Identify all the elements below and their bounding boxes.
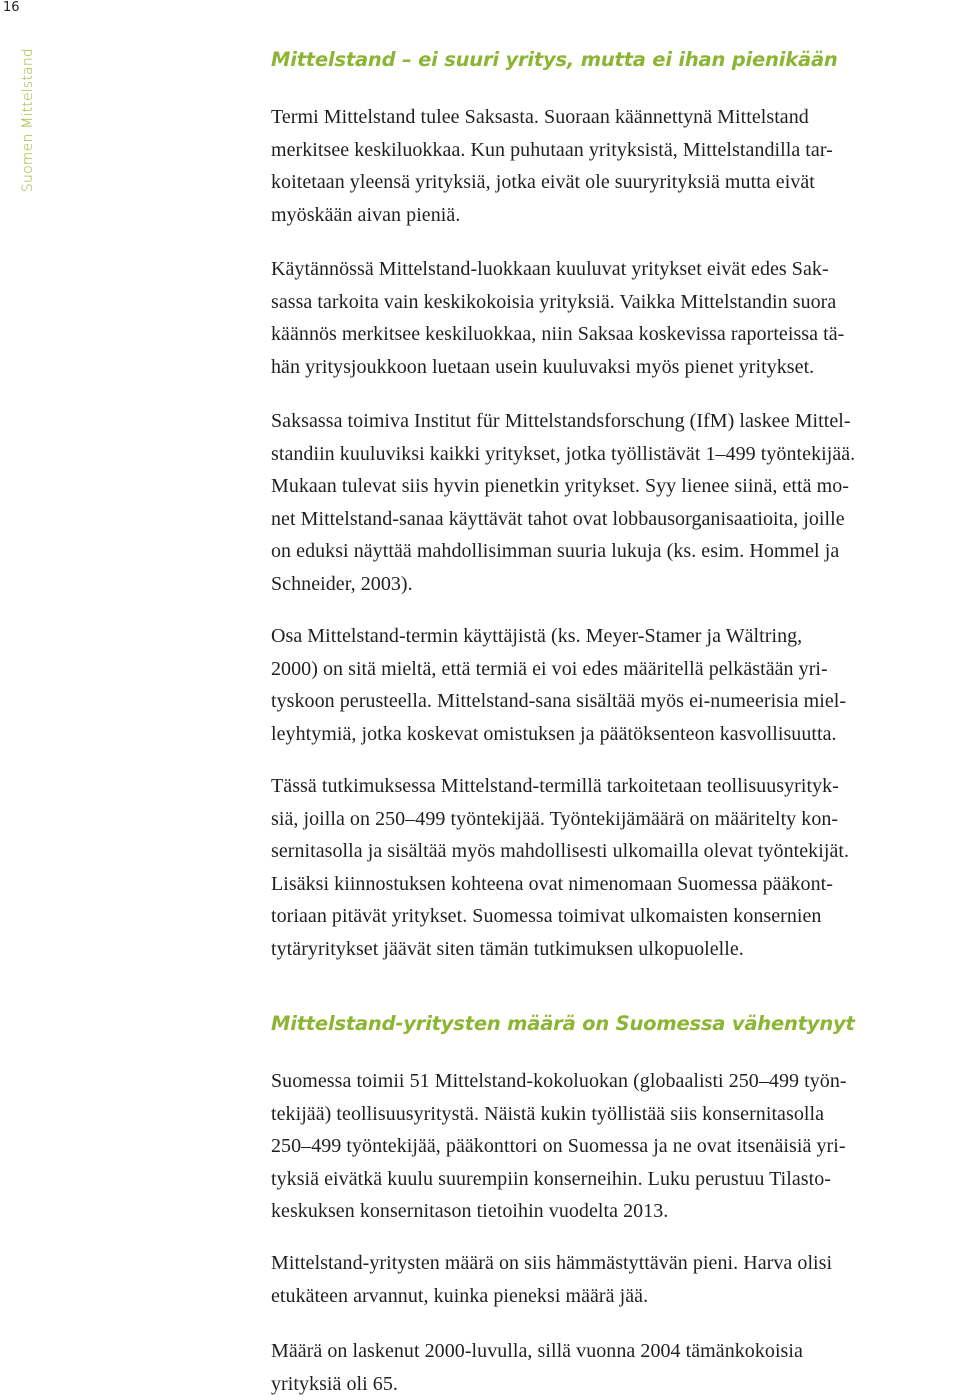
text-line: 2000) on sitä mieltä, että termiä ei voi edes määritellä pelkästään yri- (271, 657, 828, 680)
text-line: Schneider, 2003). (271, 572, 413, 595)
text-line: Määrä on laskenut 2000-luvulla, sillä vuonna 2004 tämänkokoisia (271, 1340, 803, 1362)
text-line: tyskoon perusteella. Mittelstand-sana sisältää myös ei-numeerisia miel- (271, 690, 847, 712)
text-line: Suomessa toimii 51 Mittelstand-kokoluokan (globaalisti 250–499 työn- (271, 1070, 847, 1092)
text-line: yrityksiä oli 65. (271, 1372, 398, 1395)
text-line: tytäryritykset jäävät siten tämän tutkimuksen ulkopuolelle. (271, 937, 744, 960)
text-line: Saksassa toimiva Institut für Mittelstandsforschung (IfM) laskee Mittel- (271, 410, 851, 432)
text-line: siä, joilla on 250–499 työntekijää. Työntekijämäärä on määritelty kon- (271, 807, 839, 830)
page-number: 16 (3, 0, 20, 15)
paragraph-4 (271, 620, 956, 750)
text-line: Tässä tutkimuksessa Mittelstand-termillä tarkoitetaan teollisuusyrityk- (271, 775, 839, 797)
text-line: hän yritysjoukkoon luetaan usein kuuluvaksi myös pienet yritykset. (271, 355, 815, 378)
paragraph-1 (271, 101, 956, 231)
text-line: Osa Mittelstand-termin käyttäjistä (ks. Meyer-Stamer ja Wältring, (271, 625, 803, 647)
text-line: käännös merkitsee keskiluokkaa, niin Saksaa koskevissa raporteissa tä- (271, 323, 845, 345)
text-line: koitetaan yleensä yrityksiä, jotka eivät ole suuryrityksiä mutta eivät (271, 171, 815, 193)
text-line: tekijää) teollisuusyritystä. Näistä kukin työllistää siis konsernitasolla (271, 1102, 825, 1125)
paragraph-6 (271, 1065, 956, 1228)
text-line: standiin kuuluviksi kaikki yritykset, jotka työllistävät 1–499 työntekijää. (271, 442, 856, 465)
section-heading-2: Mittelstand-yritysten määrä on Suomessa vähentynyt (271, 1012, 855, 1035)
text-line: net Mittelstand-sanaa käyttävät tahot ovat lobbausorganisaatioita, joille (271, 507, 845, 530)
text-line: 250–499 työntekijää, pääkonttori on Suomessa ja ne ovat itsenäisiä yri- (271, 1135, 846, 1157)
text-line: Termi Mittelstand tulee Saksasta. Suoraan käännettynä Mittelstand (271, 106, 809, 128)
section-heading-1: Mittelstand – ei suuri yritys, mutta ei ihan pienikään (271, 48, 838, 71)
text-line: toriaan pitävät yritykset. Suomessa toimivat ulkomaisten konsernien (271, 905, 822, 927)
text-line: Lisäksi kiinnostuksen kohteena ovat nimenomaan Suomessa pääkont- (271, 872, 833, 895)
running-head: Suomen Mittelstand (20, 48, 36, 193)
text-line: Mukaan tulevat siis hyvin pienetkin yritykset. Syy lienee siinä, että mo- (271, 475, 849, 497)
text-line: tyksiä eivätkä kuulu suurempiin konserneihin. Luku perustuu Tilasto- (271, 1167, 832, 1190)
paragraph-3 (271, 405, 956, 600)
paragraph-7 (271, 1247, 956, 1312)
paragraph-5 (271, 770, 956, 965)
text-line: Mittelstand-yritysten määrä on siis hämmästyttävän pieni. Harva olisi (271, 1252, 833, 1274)
text-line: etukäteen arvannut, kuinka pieneksi määrä jää. (271, 1284, 649, 1307)
text-line: keskuksen konsernitason tietoihin vuodelta 2013. (271, 1200, 669, 1222)
text-line: merkitsee keskiluokkaa. Kun puhutaan yrityksistä, Mittelstandilla tar- (271, 138, 833, 161)
text-line: leyhtymiä, jotka koskevat omistuksen ja päätöksenteon kasvollisuutta. (271, 722, 837, 745)
paragraph-8 (271, 1335, 956, 1400)
text-line: Käytännössä Mittelstand-luokkaan kuuluvat yritykset eivät edes Sak- (271, 258, 829, 280)
text-line: sernitasolla ja sisältää myös mahdollisesti ulkomailla olevat työntekijät. (271, 840, 850, 862)
text-line: sassa tarkoita vain keskikokoisia yrityksiä. Vaikka Mittelstandin suora (271, 290, 837, 313)
paragraph-2 (271, 253, 956, 383)
text-line: on eduksi näyttää mahdollisimman suuria lukuja (ks. esim. Hommel ja (271, 540, 840, 562)
text-line: myöskään aivan pieniä. (271, 203, 461, 226)
